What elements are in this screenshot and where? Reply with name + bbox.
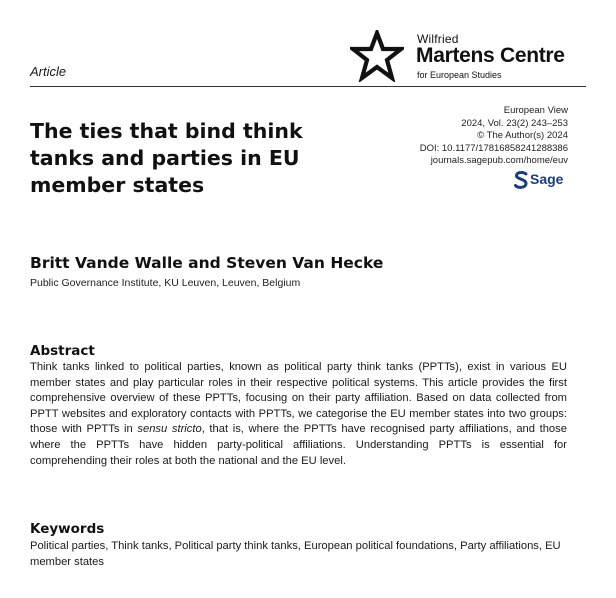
author-names: Britt Vande Walle and Steven Van Hecke (30, 254, 384, 272)
keywords-heading: Keywords (30, 521, 105, 537)
abstract-heading: Abstract (30, 343, 95, 359)
article-title: The ties that bind think tanks and parties in EU member states (30, 119, 303, 197)
journal-volume: 2024, Vol. 23(2) 243–253 (461, 117, 568, 129)
abstract-text-italic: sensu stricto (137, 423, 202, 436)
sage-wordmark: Sage (530, 171, 564, 187)
copyright-notice: © The Author(s) 2024 (477, 130, 568, 141)
doi-link[interactable]: DOI: 10.1177/17816858241288386 (419, 142, 568, 154)
martens-centre-logo (350, 28, 590, 86)
star-icon (350, 30, 404, 82)
logo-text-european-studies: for European Studies (417, 70, 502, 80)
abstract-text-part-2: , that is, where the PPTTs have recognised party affiliations, and those where the PPTTs have hidden party-political affiliations. Understanding PPTTs is essential for comprehending their roles at both the national and the EU level. (30, 423, 567, 467)
sage-publisher-logo (514, 171, 570, 191)
journal-name: European View (503, 105, 568, 116)
abstract-text (30, 360, 567, 469)
keywords-text: Political parties, Think tanks, Political party think tanks, European political foundations, Party affiliations, EU member states (30, 540, 561, 568)
author-affiliation: Public Governance Institute, KU Leuven, Leuven, Belgium (30, 277, 301, 289)
article-type-label: Article (30, 64, 67, 79)
journal-meta (420, 105, 568, 168)
abstract-text-part-1: Think tanks linked to political parties, known as political party think tanks (PPTTs), exist in various EU member states and play particular roles in their respective political systems. This article provides the first comprehensive overview of these PPTTs, focusing on their party affiliation. Based on data collected from PPTT websites and exploratory contacts with PPTTs, we categorise the EU member states into two groups: those with PPTTs in (30, 361, 567, 436)
journal-url-link[interactable]: journals.sagepub.com/home/euv (430, 155, 568, 166)
header-divider (30, 86, 586, 87)
logo-text-wilfried: Wilfried (417, 32, 459, 46)
sage-s-icon (514, 171, 528, 189)
logo-text-martens-centre: Martens Centre (416, 44, 565, 67)
